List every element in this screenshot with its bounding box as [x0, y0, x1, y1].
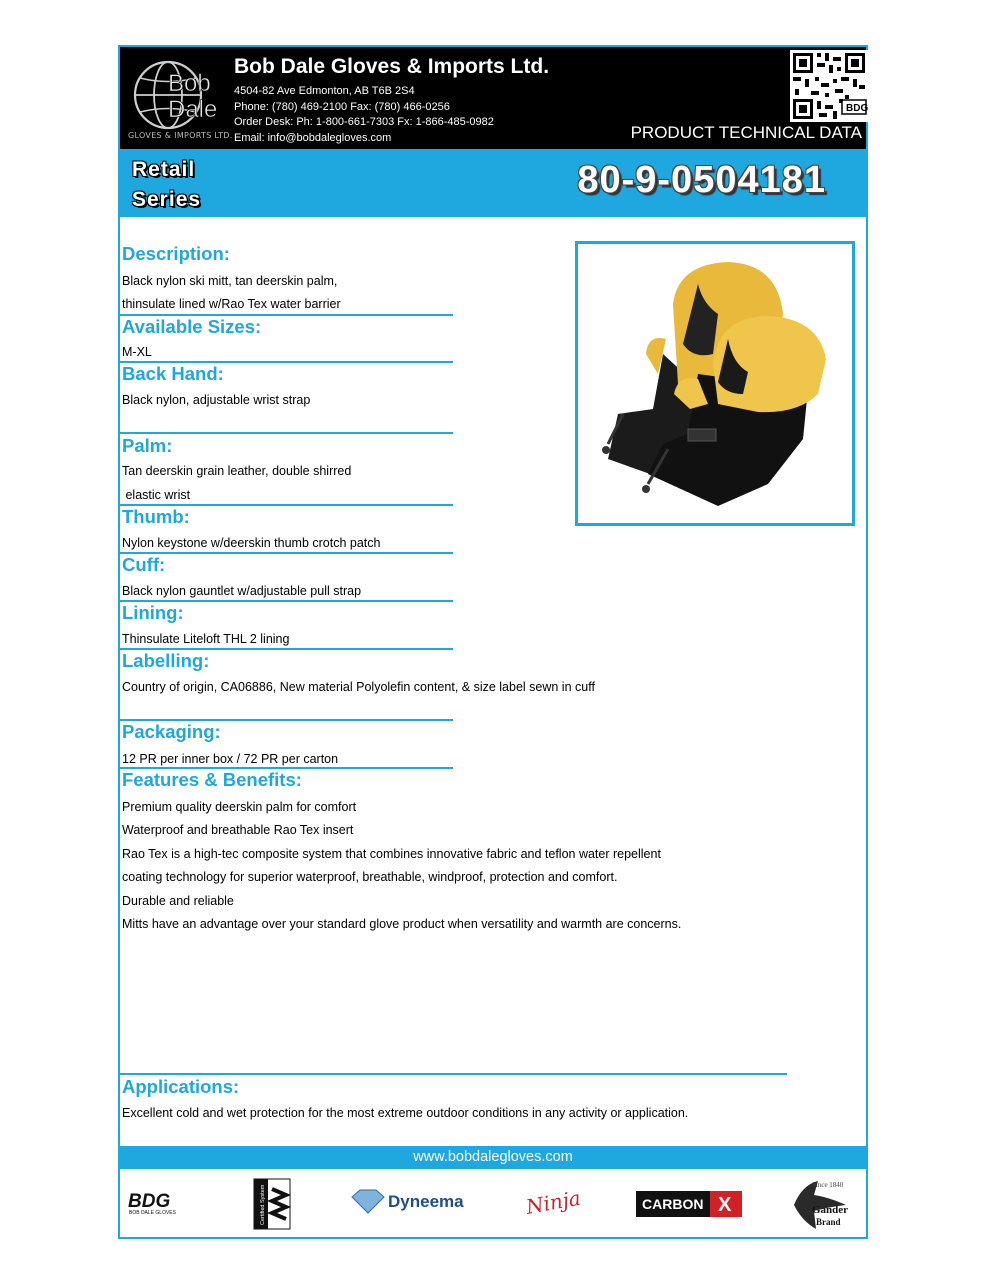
logo-bob: Bob [168, 70, 211, 97]
carbon-x-logo [636, 1191, 742, 1217]
back-hand-heading: Back Hand: [122, 363, 224, 384]
back-hand-value: Black nylon, adjustable wrist strap [122, 393, 311, 407]
applications-heading: Applications: [122, 1076, 240, 1097]
thumb-heading: Thumb: [122, 506, 190, 527]
description-line-2: thinsulate lined w/Rao Tex water barrier [122, 297, 341, 311]
palm-heading: Palm: [122, 435, 173, 456]
website-footer [120, 1146, 866, 1169]
bdg-logo-subtext: BOB DALE GLOVES [129, 1210, 176, 1216]
cuff-heading: Cuff: [122, 554, 166, 575]
mitt-pair-image [578, 244, 852, 523]
description-heading: Description: [122, 243, 230, 264]
gander-brand-text: Brand [816, 1217, 841, 1227]
company-header [120, 47, 866, 149]
features-heading: Features & Benefits: [122, 769, 302, 790]
feature-line-1: Premium quality deerskin palm for comfort [122, 800, 357, 814]
series-line-1: Retail [132, 158, 196, 181]
order-desk-line: Order Desk: Ph: 1-800-661-7303 Fx: 1-866-485-0982 [234, 116, 494, 128]
series-label [132, 155, 201, 215]
carbon-text: CARBON [642, 1196, 704, 1212]
lining-heading: Lining: [122, 602, 184, 623]
section-divider [120, 552, 453, 554]
packaging-value: 12 PR per inner box / 72 PR per carton [122, 752, 339, 766]
company-name: Bob Dale Gloves & Imports Ltd. [234, 55, 550, 78]
qr-code-icon[interactable] [790, 50, 868, 122]
section-divider [120, 432, 453, 434]
phone-line: Phone: (780) 469-2100 Fax: (780) 466-0256 [234, 100, 450, 113]
website-link[interactable]: www.bobdalegloves.com [413, 1149, 573, 1165]
sizes-value: M-XL [122, 345, 152, 359]
ninja-text: Ninja [524, 1185, 583, 1219]
gander-since-text: Since 1840 [812, 1181, 844, 1189]
certified-system-logo [252, 1177, 292, 1233]
bdg-logo [126, 1189, 190, 1217]
dyneema-logo [348, 1187, 478, 1217]
company-contact [234, 84, 494, 146]
product-photo-frame [575, 241, 855, 526]
document-type-label: PRODUCT TECHNICAL DATA [630, 123, 862, 142]
address-line: 4504-82 Ave Edmonton, AB T6B 2S4 [234, 85, 415, 97]
feature-line-4: coating technology for superior waterproof, breathable, windproof, protection and comfort. [122, 870, 618, 884]
gander-text: Gander [812, 1204, 849, 1216]
lining-value: Thinsulate Liteloft THL 2 lining [122, 632, 290, 646]
series-line-2: Series [132, 188, 202, 211]
section-divider [120, 1073, 787, 1075]
feature-line-5: Durable and reliable [122, 894, 234, 908]
tech-data-sheet [118, 45, 868, 1239]
packaging-heading: Packaging: [122, 721, 221, 742]
series-band [120, 149, 866, 217]
bob-dale-globe-logo [128, 55, 224, 141]
thumb-value: Nylon keystone w/deerskin thumb crotch patch [122, 536, 381, 550]
qr-tag: BDG [846, 103, 868, 114]
carbon-x-text: X [718, 1194, 732, 1216]
bdg-logo-text: BDG [128, 1191, 171, 1212]
sizes-heading: Available Sizes: [122, 316, 262, 337]
cuff-value: Black nylon gauntlet w/adjustable pull strap [122, 584, 362, 598]
brand-logos-row [120, 1173, 866, 1239]
feature-line-3: Rao Tex is a high-tec composite system that combines innovative fabric and teflon water repellent [122, 847, 661, 861]
logo-dale: Dale [168, 96, 218, 123]
applications-value: Excellent cold and wet protection for the most extreme outdoor conditions in any activity or application. [122, 1106, 689, 1120]
dyneema-text: Dyneema [388, 1192, 464, 1211]
gander-brand-logo [788, 1175, 852, 1235]
feature-line-2: Waterproof and breathable Rao Tex insert [122, 823, 354, 837]
ninja-logo [520, 1183, 590, 1223]
labelling-value: Country of origin, CA06886, New material Polyolefin content, & size label sewn in cuff [122, 680, 595, 694]
feature-line-6: Mitts have an advantage over your standard glove product when versatility and warmth are concerns. [122, 917, 682, 931]
part-number: 80-9-0504181 [577, 159, 826, 201]
description-line-1: Black nylon ski mitt, tan deerskin palm, [122, 274, 338, 288]
labelling-heading: Labelling: [122, 650, 210, 671]
certified-system-text: Certified System [260, 1184, 266, 1225]
email-line: Email: info@bobdalegloves.com [234, 131, 392, 144]
palm-line-2: elastic wrist [122, 488, 191, 502]
palm-line-1: Tan deerskin grain leather, double shirred [122, 464, 352, 478]
logo-subtitle: GLOVES & IMPORTS LTD. [128, 131, 233, 140]
